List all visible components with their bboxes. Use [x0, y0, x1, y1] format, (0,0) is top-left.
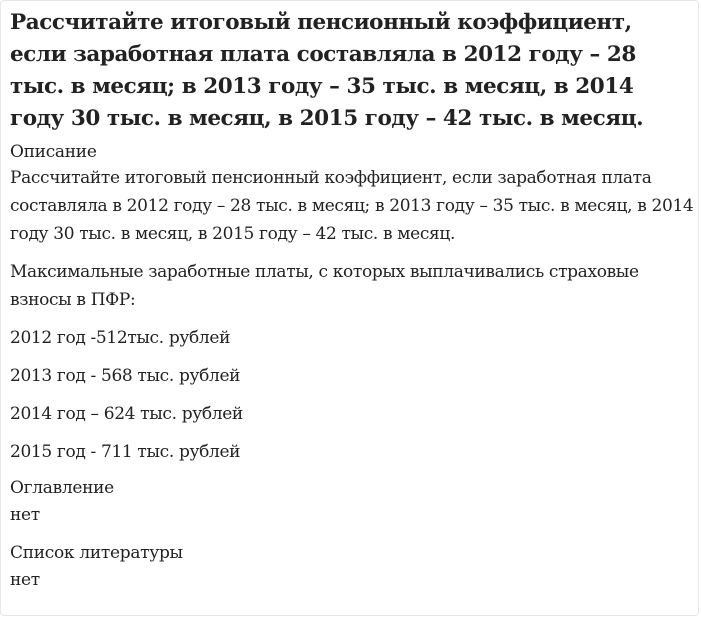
salary-limit-item: 2014 год – 624 тыс. рублей: [10, 404, 243, 424]
literature-value: нет: [10, 570, 40, 590]
salary-limit-item: 2015 год - 711 тыс. рублей: [10, 442, 241, 462]
description-paragraph: Максимальные заработные платы, с которых выплачивались страховые взносы в ПФР:: [10, 262, 639, 310]
task-content: [10, 7, 694, 592]
salary-limit-item: 2013 год - 568 тыс. рублей: [10, 366, 241, 386]
description-label: Описание: [10, 142, 97, 162]
salary-limit-item: 2012 год -512тыс. рублей: [10, 328, 231, 348]
literature-label: Список литературы: [10, 543, 183, 563]
toc-value: нет: [10, 505, 40, 525]
toc-label: Оглавление: [10, 478, 114, 498]
task-title: Рассчитайте итоговый пенсионный коэффициент, если заработная плата составляла в 2012 году – 28 тыс. в месяц; в 2013 году – 35 тыс. в месяц, в 2014 году 30 тыс. в месяц, в 2015 году – 42 тыс. в месяц.: [10, 10, 644, 131]
description-paragraph: Рассчитайте итоговый пенсионный коэффициент, если заработная плата составляла в 2012 году – 28 тыс. в месяц; в 2013 году – 35 тыс. в месяц, в 2014 году 30 тыс. в месяц, в 2015 году – 42 тыс. в месяц.: [10, 168, 694, 244]
